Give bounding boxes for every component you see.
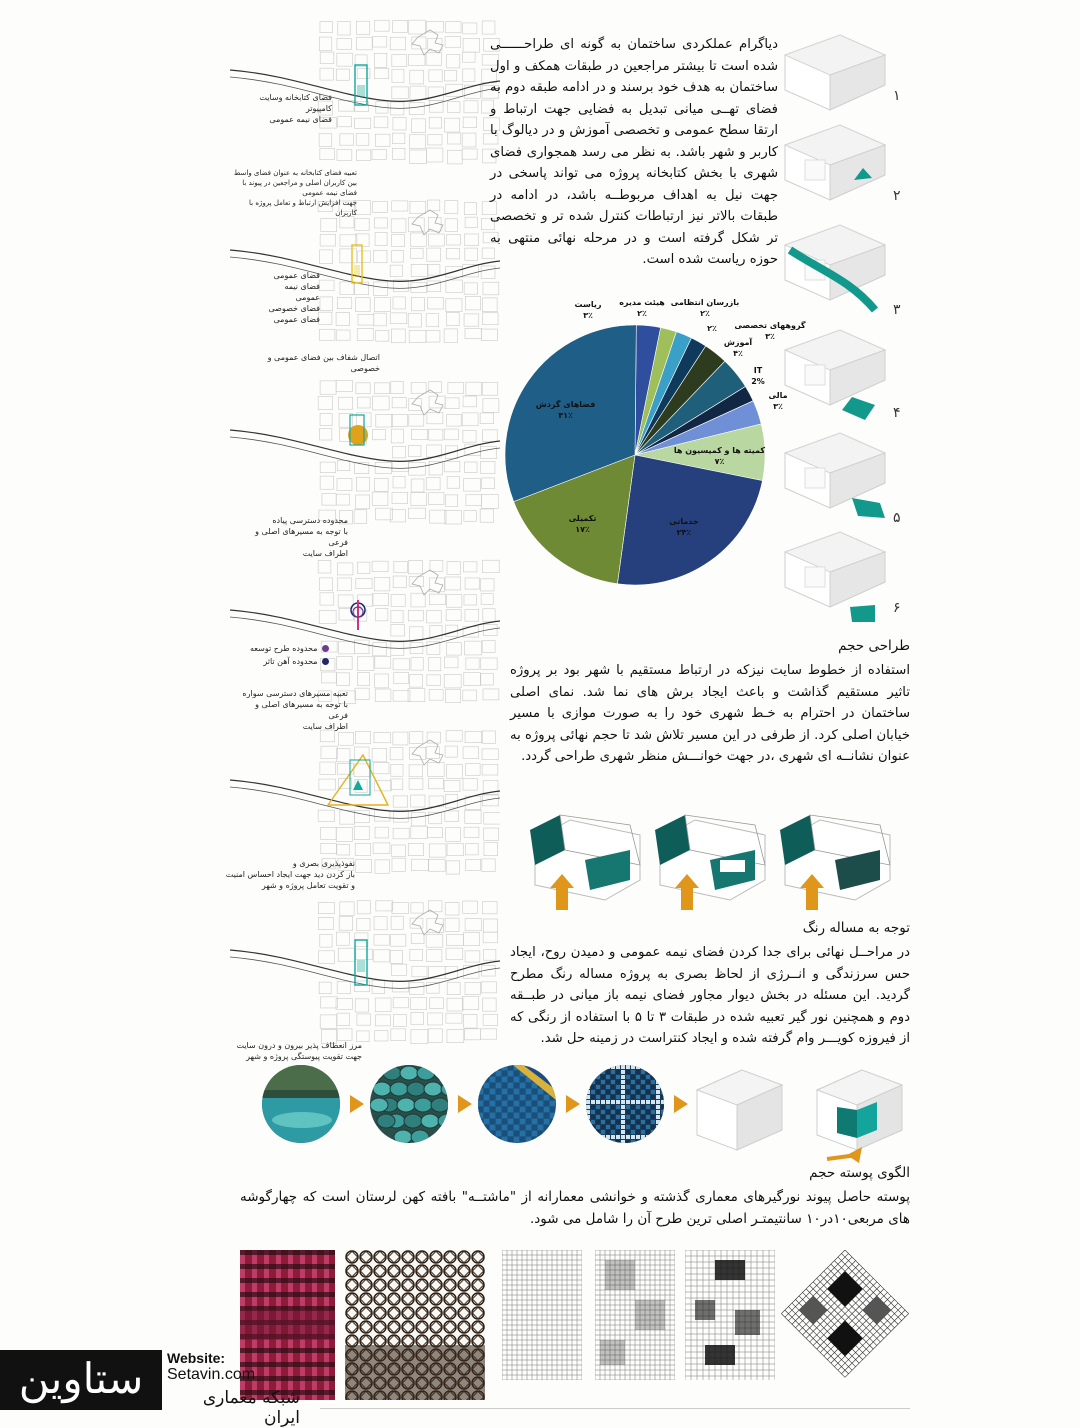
logo-name: ستاوین bbox=[0, 1350, 162, 1410]
logo-website[interactable]: Website: Setavin.com bbox=[167, 1350, 256, 1383]
pie-svg bbox=[500, 298, 806, 600]
color-inspiration-row bbox=[262, 1065, 922, 1165]
pie-slice-label: خدماتی bbox=[669, 516, 699, 526]
skin-title: الگوی پوسته حجم bbox=[809, 1165, 910, 1181]
logo-subtitle: شبکه معماری ایران bbox=[202, 1388, 300, 1428]
mass-design-paragraph: استفاده از خطوط سایت نیزکه در ارتباط مستقیم با شهر بود بر پروژه تاثیر مستقیم گذاشت و باعث ایجاد برش های نما شد. نمای اصلی ساختمان در احترام به خـط شهری خود را به صورت موازی با مسیر خیابان اصلی کرد. از طرفی در این مسیر تلاش شد تا حجم نهائی پروژه به عنوان نشانــه ای شهری ،در جهت خوانـــش منظر شهری طراحی گردد. bbox=[510, 663, 910, 764]
color-title: توجه به مساله رنگ bbox=[802, 920, 910, 936]
mass-design-title: طراحی حجم bbox=[838, 638, 910, 654]
site-map-1 bbox=[230, 15, 500, 165]
pie-slice-label: فضاهای گردش bbox=[535, 399, 596, 409]
program-pie-chart bbox=[500, 298, 806, 600]
grid-pattern-2 bbox=[595, 1250, 675, 1400]
pie-slice-label: IT bbox=[753, 366, 763, 375]
site-map-5 bbox=[230, 725, 500, 875]
pie-slice-label: کمیته ها و کمیسیون ها bbox=[673, 446, 766, 456]
map-label-5: محدوده دسترسی پیاده با توجه به مسیرهای اصلی و فرعی اطراف سایت bbox=[255, 516, 348, 558]
legend-item-2: محدوده آهن تاثر bbox=[250, 655, 329, 668]
map-label-8: مرز انعطاف پذیر بیرون و درون سایت جهت تقویت پیوستگی پروژه و شهر bbox=[236, 1041, 362, 1061]
pie-slice-label: گروههای تخصصی bbox=[734, 321, 806, 330]
turquoise-stones-photo bbox=[370, 1065, 448, 1143]
setavin-logo bbox=[0, 1350, 300, 1428]
step-number-5: ۵ bbox=[893, 510, 901, 526]
map-label-7: نفوذپذیری بصری و باز کردن دید جهت ایجاد احساس امنیت و تقویت تعامل پروژه و شهر bbox=[225, 859, 355, 890]
pie-slice-value: ۳٪ bbox=[583, 311, 593, 320]
intro-paragraph: دیاگرام عملکردی ساختمان به گونه ای طراحــــــی شده است تا بیشتر مراجعین در طبقات همکف و اول ساختمان به هدف خود برسند و در ادامه طبقه دوم به فضای تهــی میانی تبدیل به فضایی جهت ارتباط و ارتقا سطح عمومی و تخصصی آموزش و در دیالوگ با کاربر و شهر باشد. به نظر می رسد همجواری فضای شهری با بخش کتابخانه پروژه می تواند پاسخی در جهت نیل به اهداف مربوطــه باشد، در ادامه در طبقات بالاتر نیز ارتباطات کنترل شده تر و تخصصی تر شکل گرفته است و در مرحله نهائی منتهی به حوزه ریاست شده است. bbox=[490, 37, 778, 267]
grid-pattern-1 bbox=[502, 1250, 582, 1400]
arrow-icon bbox=[674, 1095, 688, 1113]
step-number-3: ۳ bbox=[893, 302, 901, 318]
step-diagram-4 bbox=[780, 325, 910, 415]
pie-slice-value: ۳۱٪ bbox=[558, 410, 573, 420]
step-number-4: ۴ bbox=[893, 405, 901, 421]
legend-dot-icon bbox=[322, 658, 329, 665]
step-diagram-2 bbox=[780, 120, 910, 210]
pie-slice-value: 2% bbox=[751, 377, 765, 386]
pie-slice-value: ۳٪ bbox=[773, 402, 783, 411]
step-number-2: ۲ bbox=[893, 188, 901, 204]
arrow-icon bbox=[566, 1095, 580, 1113]
grid-pattern-4 bbox=[775, 1250, 915, 1400]
arrow-icon bbox=[350, 1095, 364, 1113]
step-diagram-5 bbox=[780, 428, 910, 518]
pie-slice-value: ۳٪ bbox=[765, 332, 775, 341]
lake-photo bbox=[262, 1065, 340, 1143]
pie-slice-value: ۷٪ bbox=[714, 457, 725, 467]
color-paragraph: در مراحــل نهائی برای جدا کردن فضای نیمه عمومی و دمیدن روح، ایجاد حس سرزندگی و انــرژی از لحاظ بصری به پروژه مساله رنگ مطرح گردید. این مسئله در بخش دیوار مجاور فضای نیمه باز میانی در طبــقه دوم و همچنین نور گیر تعبیه شده در طبقات ۳ تا ۵ با استفاده از رنگی که از فیروزه کویـــر وام گرفته شده و ایجاد کنتراست در زمینه حل شد. bbox=[510, 945, 910, 1046]
mass-cut-diagrams bbox=[530, 810, 910, 920]
step-diagram-3 bbox=[780, 220, 910, 310]
pie-slice-label: مالی bbox=[768, 391, 788, 400]
site-map-4 bbox=[230, 555, 500, 705]
grid-pattern-3 bbox=[685, 1250, 775, 1400]
pie-slice-label: آموزش bbox=[723, 338, 753, 347]
step-number-1: ۱ bbox=[893, 88, 901, 104]
map-label-1: فضای کتابخانه وسایت کامپیوتر فضای نیمه عمومی bbox=[259, 93, 332, 124]
map-label-2: تعبیه فضای کتابخانه به عنوان فضای واسط بین کاربران اصلی و مراجعین در پیوند با فضای نیمه عمومی جهت افزایش ارتباط و تعامل پروژه با کاربران bbox=[233, 169, 357, 217]
pie-slice-label: تکمیلی bbox=[568, 514, 597, 524]
pie-slice-label: ریاست bbox=[574, 300, 602, 309]
pie-slice-value: ۲٪ bbox=[707, 324, 717, 333]
mass-color-diagrams bbox=[687, 1055, 917, 1165]
site-map-6 bbox=[230, 895, 500, 1045]
pie-slice-value: ۲۴٪ bbox=[676, 527, 692, 537]
map-label-3: فضای عمومی فضای نیمه عمومی فضای خصوصی فضای عمومی bbox=[268, 271, 320, 324]
skin-paragraph: پوسته حاصل پیوند نورگیرهای معماری گذشته و خوانشی معمارانه از "ماشتــه" بافته کهن لرستان است که چهارگوشه های مربعی۱۰در۱۰ سانتیمتـر اصلی ترین طرح آن را شامل می شود. bbox=[240, 1189, 910, 1227]
step-number-6: ۶ bbox=[893, 600, 901, 616]
pie-slice-value: ۴٪ bbox=[733, 349, 743, 358]
pattern-row bbox=[240, 1250, 920, 1400]
arrow-icon bbox=[458, 1095, 472, 1113]
pie-slice-value: ۲٪ bbox=[637, 309, 647, 318]
pie-slice-value: ۱۷٪ bbox=[575, 525, 590, 535]
tile-photo bbox=[478, 1065, 556, 1143]
legend-item-1: محدوده طرح توسعه bbox=[250, 642, 329, 655]
map-legend bbox=[250, 642, 329, 668]
pie-slice-value: ۲٪ bbox=[700, 309, 710, 318]
pie-slice-label: بازرسان انتظامی bbox=[670, 298, 740, 307]
legend-dot-icon bbox=[322, 645, 329, 652]
site-map-3 bbox=[230, 375, 500, 525]
step-diagram-1 bbox=[780, 30, 910, 120]
map-label-6: تعبیه مسیرهای دسترسی سواره با توجه به مسیرهای اصلی و فرعی اطراف سایت bbox=[242, 689, 348, 731]
map-label-4: اتصال شفاف بین فضای عمومی و خصوصی bbox=[267, 353, 380, 373]
pie-slice-label: هیئت مدیره bbox=[619, 298, 665, 307]
divider bbox=[320, 1408, 910, 1409]
wooden-lattice-photo bbox=[345, 1250, 485, 1400]
step-diagram-6 bbox=[780, 527, 910, 617]
mosaic-photo bbox=[586, 1065, 664, 1143]
